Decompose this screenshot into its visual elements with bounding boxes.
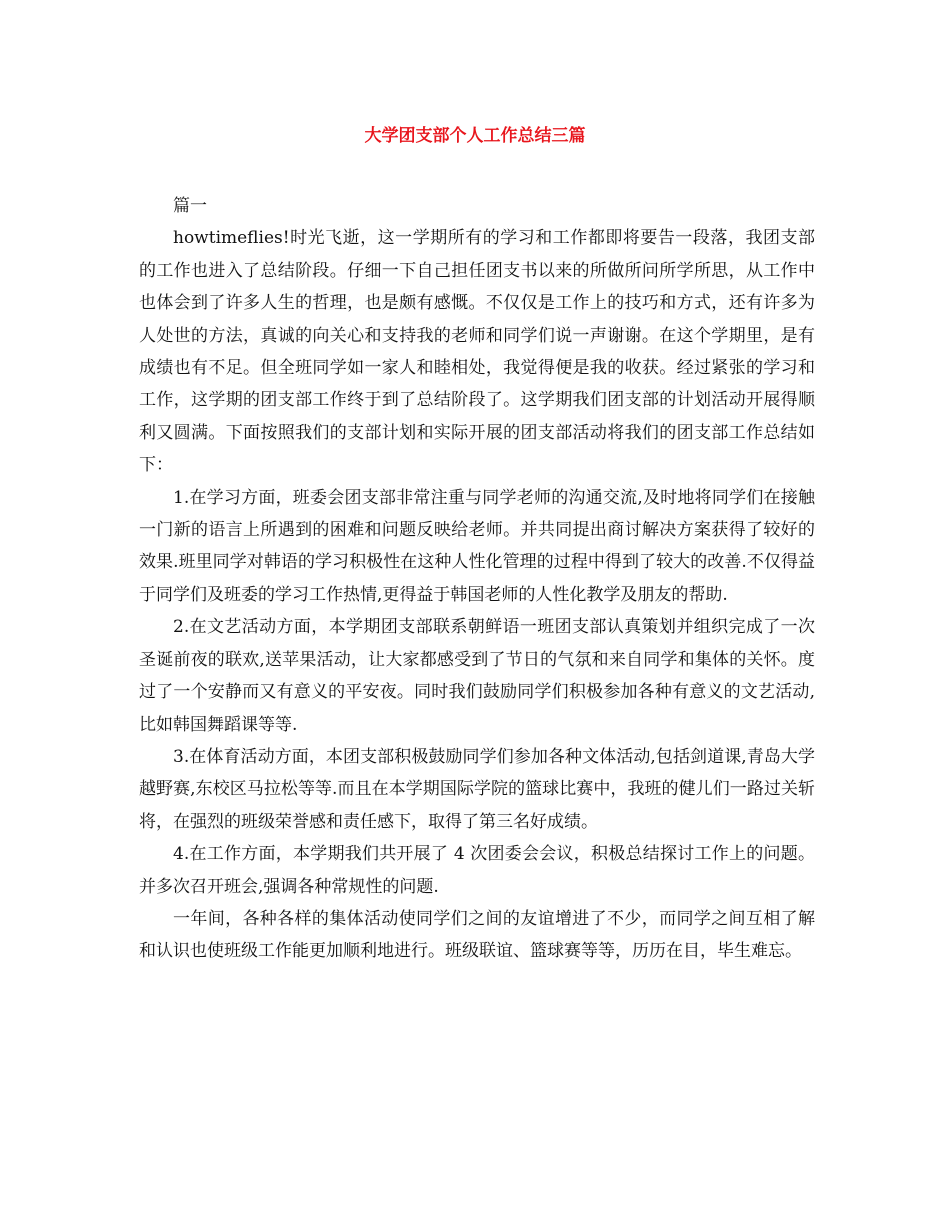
section-heading: 篇一: [173, 196, 207, 216]
paragraph-study: 1.在学习方面，班委会团支部非常注重与同学老师的沟通交流,及时地将同学们在接触一门新的语言上所遇到的困难和问题反映给老师。并共同提出商讨解决方案获得了较好的效果.班里同学对韩语的学习积极性在这种人性化管理的过程中得到了较大的改善.不仅得益于同学们及班委的学习工作热情,更得益于韩国老师的人性化教学及朋友的帮助.: [139, 487, 815, 605]
paragraph-intro: howtimeflies!时光飞逝，这一学期所有的学习和工作都即将要告一段落，我团支部的工作也进入了总结阶段。仔细一下自己担任团支书以来的所做所问所学所思，从工作中也体会到了许多人生的哲理，也是颇有感慨。不仅仅是工作上的技巧和方式，还有许多为人处世的方法，真诚的向关心和支持我的老师和同学们说一声谢谢。在这个学期里，是有成绩也有不足。但全班同学如一家人和睦相处，我觉得便是我的收获。经过紧张的学习和工作，这学期的团支部工作终于到了总结阶段了。这学期我们团支部的计划活动开展得顺利又圆满。下面按照我们的支部计划和实际开展的团支部活动将我们的团支部工作总结如下：: [139, 228, 815, 476]
paragraph-closing: 一年间，各种各样的集体活动使同学们之间的友谊增进了不少，而同学之间互相了解和认识也使班级工作能更加顺利地进行。班级联谊、篮球赛等等，历历在目，毕生难忘。: [139, 908, 815, 962]
paragraph-sports: 3.在体育活动方面，本团支部积极鼓励同学们参加各种文体活动,包括剑道课,青岛大学越野赛,东校区马拉松等等.而且在本学期国际学院的篮球比赛中，我班的健儿们一路过关斩将，在强烈的班级荣誉感和责任感下，取得了第三名好成绩。: [139, 746, 815, 832]
paragraph-work: 4.在工作方面，本学期我们共开展了 4 次团委会会议，积极总结探讨工作上的问题。并多次召开班会,强调各种常规性的问题.: [139, 844, 815, 897]
document-title: 大学团支部个人工作总结三篇: [364, 126, 586, 146]
document-body: [139, 190, 815, 968]
paragraph-arts: 2.在文艺活动方面，本学期团支部联系朝鲜语一班团支部认真策划并组织完成了一次圣诞前夜的联欢,送苹果活动，让大家都感受到了节日的气氛和来自同学和集体的关怀。度过了一个安静而又有意义的平安夜。同时我们鼓励同学们积极参加各种有意义的文艺活动,比如韩国舞蹈课等等.: [139, 617, 815, 735]
